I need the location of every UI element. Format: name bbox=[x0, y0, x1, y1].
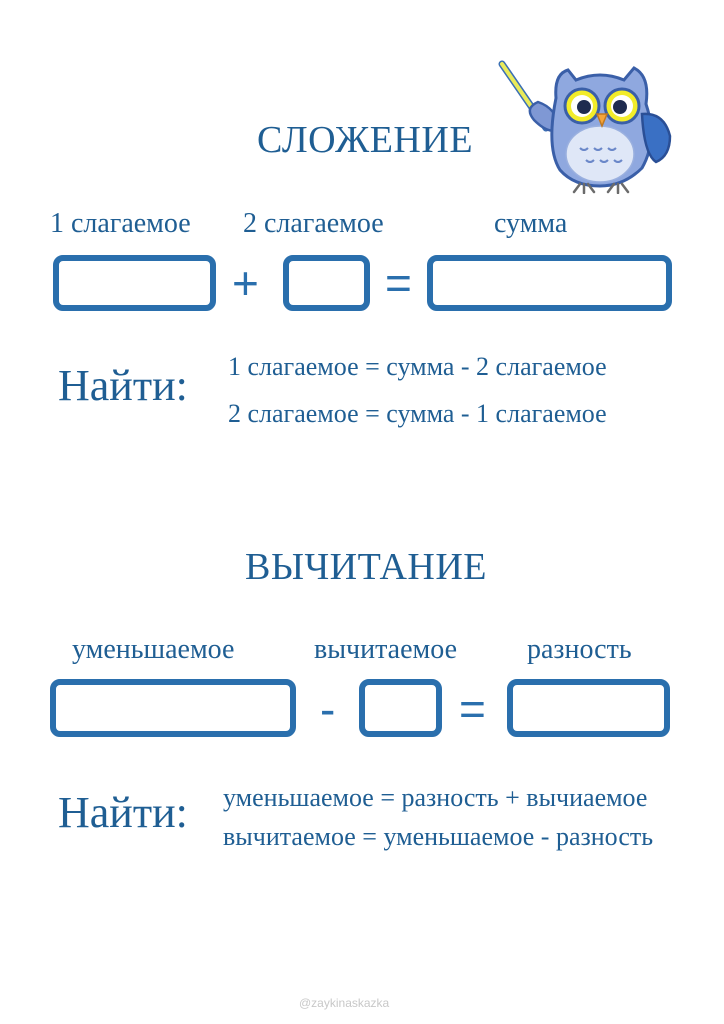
subtraction-formula-2: вычитаемое = уменьшаемое - разность bbox=[223, 822, 654, 851]
watermark: @zaykinaskazka bbox=[299, 996, 390, 1010]
minuend-label: уменьшаемое bbox=[72, 634, 235, 665]
sum-box[interactable] bbox=[427, 255, 672, 311]
addition-formula-2: 2 слагаемое = сумма - 1 слагаемое bbox=[228, 399, 607, 428]
addend-2-label: 2 слагаемое bbox=[243, 208, 384, 239]
difference-box[interactable] bbox=[507, 679, 670, 737]
addition-formula-1: 1 слагаемое = сумма - 2 слагаемое bbox=[228, 352, 607, 381]
addition-find-label: Найти: bbox=[58, 361, 188, 410]
addend-2-box[interactable] bbox=[283, 255, 370, 311]
subtraction-find-label: Найти: bbox=[58, 788, 188, 837]
subtrahend-label: вычитаемое bbox=[314, 634, 458, 665]
plus-sign: + bbox=[232, 257, 259, 309]
addition-title: СЛОЖЕНИЕ bbox=[257, 119, 474, 161]
minus-sign: - bbox=[320, 683, 336, 735]
owl-teacher-icon bbox=[494, 58, 674, 194]
minuend-box[interactable] bbox=[50, 679, 296, 737]
equals-sign-2: = bbox=[459, 683, 486, 735]
difference-label: разность bbox=[527, 634, 632, 665]
sum-label: сумма bbox=[494, 208, 568, 239]
equals-sign: = bbox=[385, 257, 412, 309]
subtraction-title: ВЫЧИТАНИЕ bbox=[245, 546, 487, 588]
subtrahend-box[interactable] bbox=[359, 679, 442, 737]
addend-1-box[interactable] bbox=[53, 255, 216, 311]
subtraction-formula-1: уменьшаемое = разность + вычиаемое bbox=[223, 783, 648, 812]
addend-1-label: 1 слагаемое bbox=[50, 208, 191, 239]
